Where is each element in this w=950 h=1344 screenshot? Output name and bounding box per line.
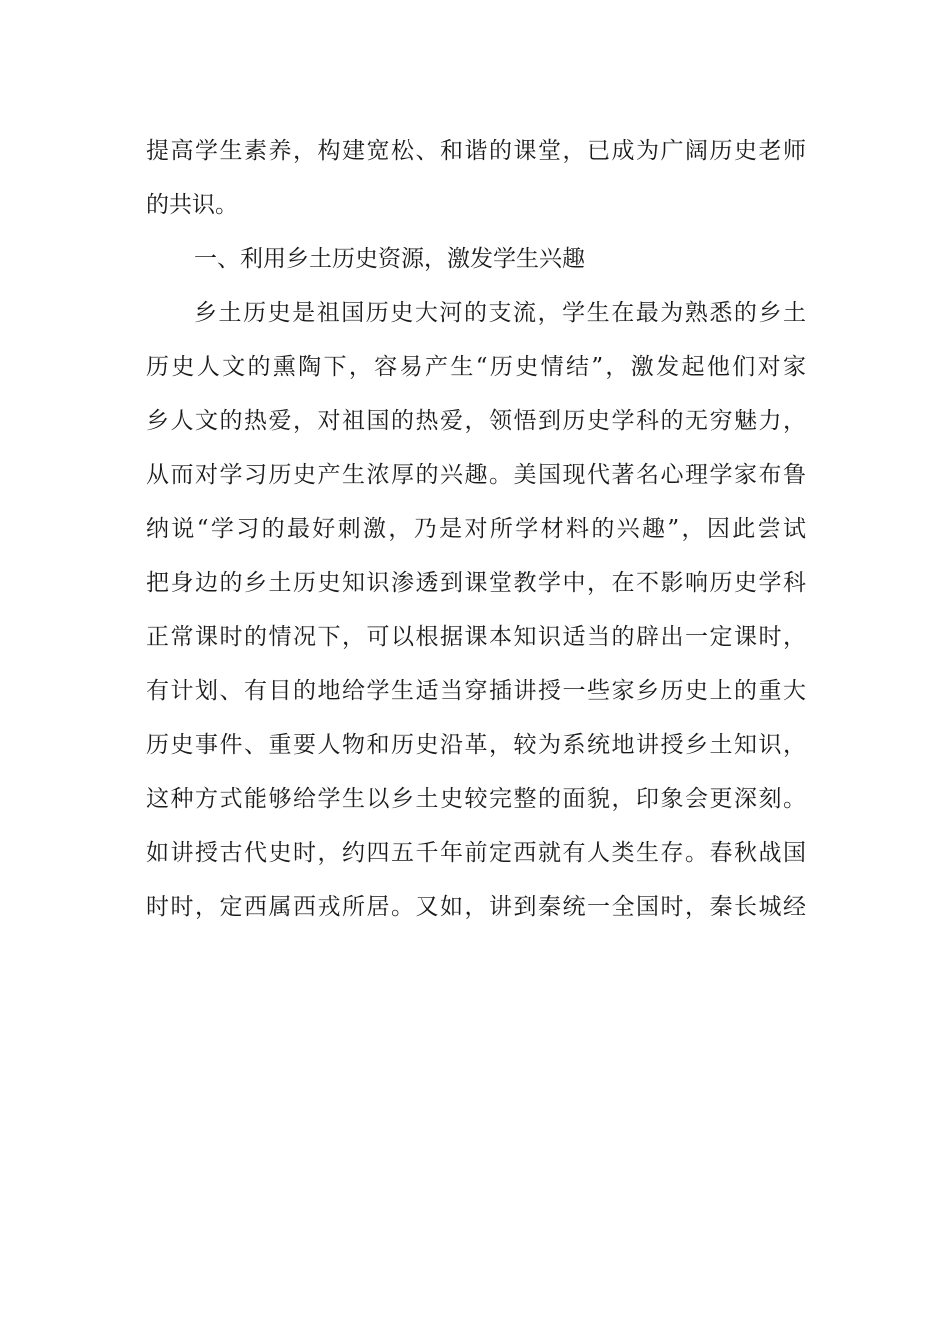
section-heading: 一、利用乡土历史资源，激发学生兴趣 [194, 246, 585, 272]
paragraph-line: 提高学生素养，构建宽松、和谐的课堂，已成为广阔历史老师 [146, 138, 806, 164]
paragraph-line: 历史事件、重要人物和历史沿革，较为系统地讲授乡土知识， [146, 732, 806, 758]
paragraph-line: 乡土历史是祖国历史大河的支流，学生在最为熟悉的乡土 [194, 300, 806, 326]
paragraph-line: 纳说“学习的最好刺激，乃是对所学材料的兴趣”，因此尝试 [146, 516, 806, 542]
paragraph-line: 有计划、有目的地给学生适当穿插讲授一些家乡历史上的重大 [146, 678, 806, 704]
paragraph-line: 如讲授古代史时，约四五千年前定西就有人类生存。春秋战国 [146, 840, 806, 866]
paragraph-line: 的共识。 [146, 192, 238, 218]
paragraph-line: 时时，定西属西戎所居。又如，讲到秦统一全国时，秦长城经 [146, 894, 806, 920]
document-body [146, 124, 806, 934]
paragraph-line: 正常课时的情况下，可以根据课本知识适当的辟出一定课时， [146, 624, 806, 650]
paragraph-line: 历史人文的熏陶下，容易产生“历史情结”，激发起他们对家 [146, 354, 806, 380]
paragraph-line: 这种方式能够给学生以乡土史较完整的面貌，印象会更深刻。 [146, 786, 806, 812]
paragraph-line: 把身边的乡土历史知识渗透到课堂教学中，在不影响历史学科 [146, 570, 806, 596]
paragraph-line: 乡人文的热爱，对祖国的热爱，领悟到历史学科的无穷魅力， [146, 408, 806, 434]
paragraph-line: 从而对学习历史产生浓厚的兴趣。美国现代著名心理学家布鲁 [146, 462, 806, 488]
